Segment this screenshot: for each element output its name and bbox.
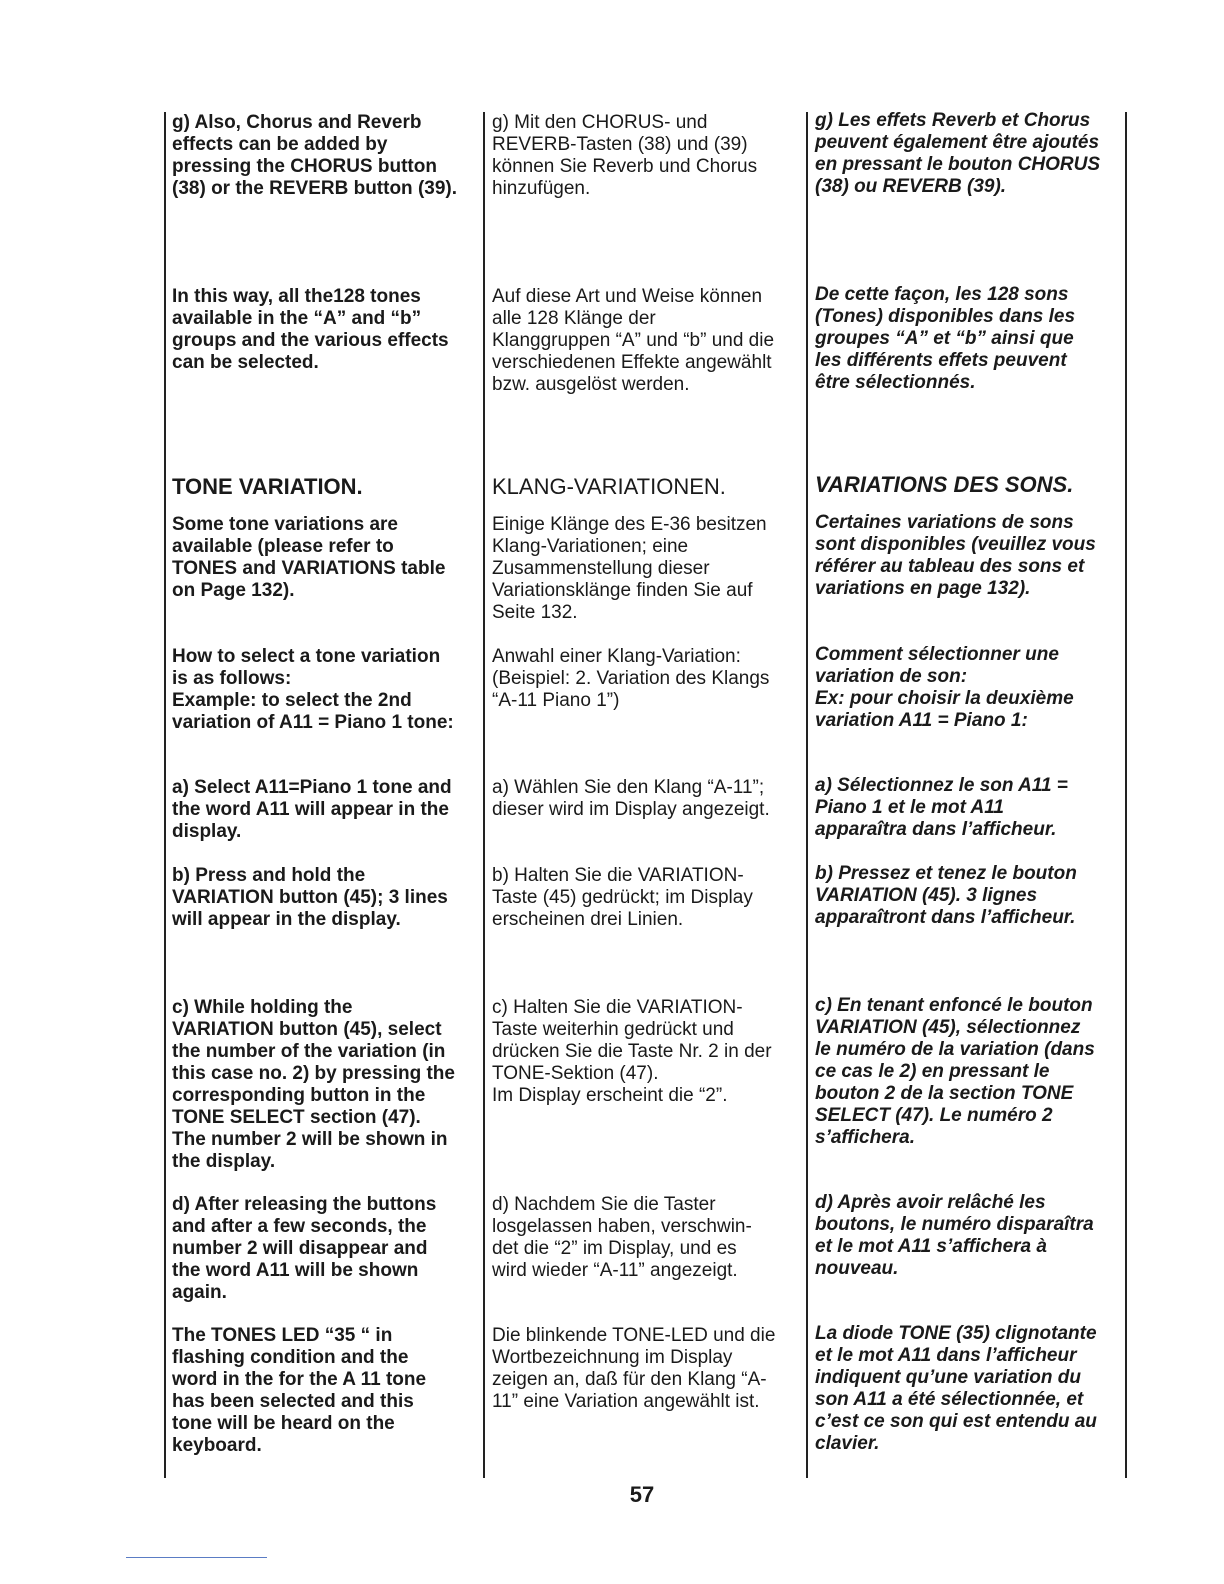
column-divider-1 bbox=[483, 112, 485, 1478]
german-intro: Einige Klänge des E-36 besitzen Klang-Variationen; eine Zusammenstellung dieser Variationsklänge finden Sie auf Seite 132. bbox=[492, 514, 767, 623]
column-divider-right bbox=[1125, 112, 1127, 1478]
french-led-note: La diode TONE (35) clignotante et le mot A11 dans l’afficheur indiquent qu’une variation du son A11 a été sélectionnée, et c’est ce son qui est entendu au clavier. bbox=[815, 1323, 1097, 1454]
french-step-b: b) Pressez et tenez le bouton VARIATION (45). 3 lignes apparaîtront dans l’afficheur. bbox=[815, 863, 1077, 928]
english-heading: TONE VARIATION. bbox=[172, 474, 363, 499]
english-all-tones: In this way, all the128 tones available in the “A” and “b” groups and the various effects can be selected. bbox=[172, 286, 449, 373]
english-step-g: g) Also, Chorus and Reverb effects can be added by pressing the CHORUS button (38) or the REVERB button (39). bbox=[172, 112, 458, 199]
column-divider-left bbox=[164, 112, 166, 1478]
french-all-tones: De cette façon, les 128 sons (Tones) disponibles dans les groupes “A” et “b” ainsi que les différents effets peuvent être sélectionnés. bbox=[815, 284, 1076, 393]
english-led-note: The TONES LED “35 “ in flashing condition and the word in the for the A 11 tone has been selected and this tone will be heard on the keyboard. bbox=[172, 1325, 427, 1456]
english-step-a: a) Select A11=Piano 1 tone and the word A11 will appear in the display. bbox=[172, 777, 452, 842]
german-step-c: c) Halten Sie die VARIATION- Taste weiterhin gedrückt und drücken Sie die Taste Nr. 2 in der TONE-Sektion (47). Im Display erscheint die “2”. bbox=[492, 997, 772, 1106]
french-step-a: a) Sélectionnez le son A11 = Piano 1 et le mot A11 apparaîtra dans l’afficheur. bbox=[815, 775, 1068, 840]
english-step-b: b) Press and hold the VARIATION button (45); 3 lines will appear in the display. bbox=[172, 865, 448, 930]
footer-rule bbox=[126, 1557, 267, 1558]
column-divider-2 bbox=[806, 112, 808, 1478]
german-step-g: g) Mit den CHORUS- und REVERB-Tasten (38) und (39) können Sie Reverb und Chorus hinzufügen. bbox=[492, 112, 758, 199]
german-step-b: b) Halten Sie die VARIATION- Taste (45) gedrückt; im Display erscheinen drei Linien. bbox=[492, 865, 753, 930]
german-step-a: a) Wählen Sie den Klang “A-11”; dieser wird im Display angezeigt. bbox=[492, 777, 770, 820]
french-step-g: g) Les effets Reverb et Chorus peuvent également être ajoutés en pressant le bouton CHORUS (38) ou REVERB (39). bbox=[815, 110, 1101, 197]
page-number: 57 bbox=[629, 1482, 655, 1507]
german-step-d: d) Nachdem Sie die Taster losgelassen haben, verschwin- det die “2” im Display, und es wird wieder “A-11” angezeigt. bbox=[492, 1194, 752, 1281]
german-all-tones: Auf diese Art und Weise können alle 128 Klänge der Klanggruppen “A” und “b” und die verschiedenen Effekte angewählt bzw. ausgelöst werden. bbox=[492, 286, 775, 395]
french-how-to: Comment sélectionner une variation de son: Ex: pour choisir la deuxième variation A11 = Piano 1: bbox=[815, 644, 1074, 731]
german-how-to: Anwahl einer Klang-Variation: (Beispiel: 2. Variation des Klangs “A-11 Piano 1”) bbox=[492, 646, 770, 711]
english-how-to: How to select a tone variation is as follows: Example: to select the 2nd variation of A11 = Piano 1 tone: bbox=[172, 646, 454, 733]
french-heading: VARIATIONS DES SONS. bbox=[815, 472, 1074, 497]
french-intro: Certaines variations de sons sont disponibles (veuillez vous référer au tableau des sons et variations en page 132). bbox=[815, 512, 1096, 599]
german-heading: KLANG-VARIATIONEN. bbox=[492, 474, 726, 499]
english-step-d: d) After releasing the buttons and after a few seconds, the number 2 will disappear and the word A11 will be shown again. bbox=[172, 1194, 437, 1303]
french-step-d: d) Après avoir relâché les boutons, le numéro disparaîtra et le mot A11 s’affichera à nouveau. bbox=[815, 1192, 1094, 1279]
german-led-note: Die blinkende TONE-LED und die Wortbezeichnung im Display zeigen an, daß für den Klang “A- 11” eine Variation angewählt ist. bbox=[492, 1325, 776, 1412]
french-step-c: c) En tenant enfoncé le bouton VARIATION (45), sélectionnez le numéro de la variation (dans ce cas le 2) en pressant le bouton 2 de la section TONE SELECT (47). Le numéro 2 s’affichera. bbox=[815, 995, 1095, 1148]
english-step-c: c) While holding the VARIATION button (45), select the number of the variation (in this case no. 2) by pressing the corresponding button in the TONE SELECT section (47). The number 2 will be shown in the display. bbox=[172, 997, 455, 1172]
english-intro: Some tone variations are available (please refer to TONES and VARIATIONS table on Page 132). bbox=[172, 514, 446, 601]
